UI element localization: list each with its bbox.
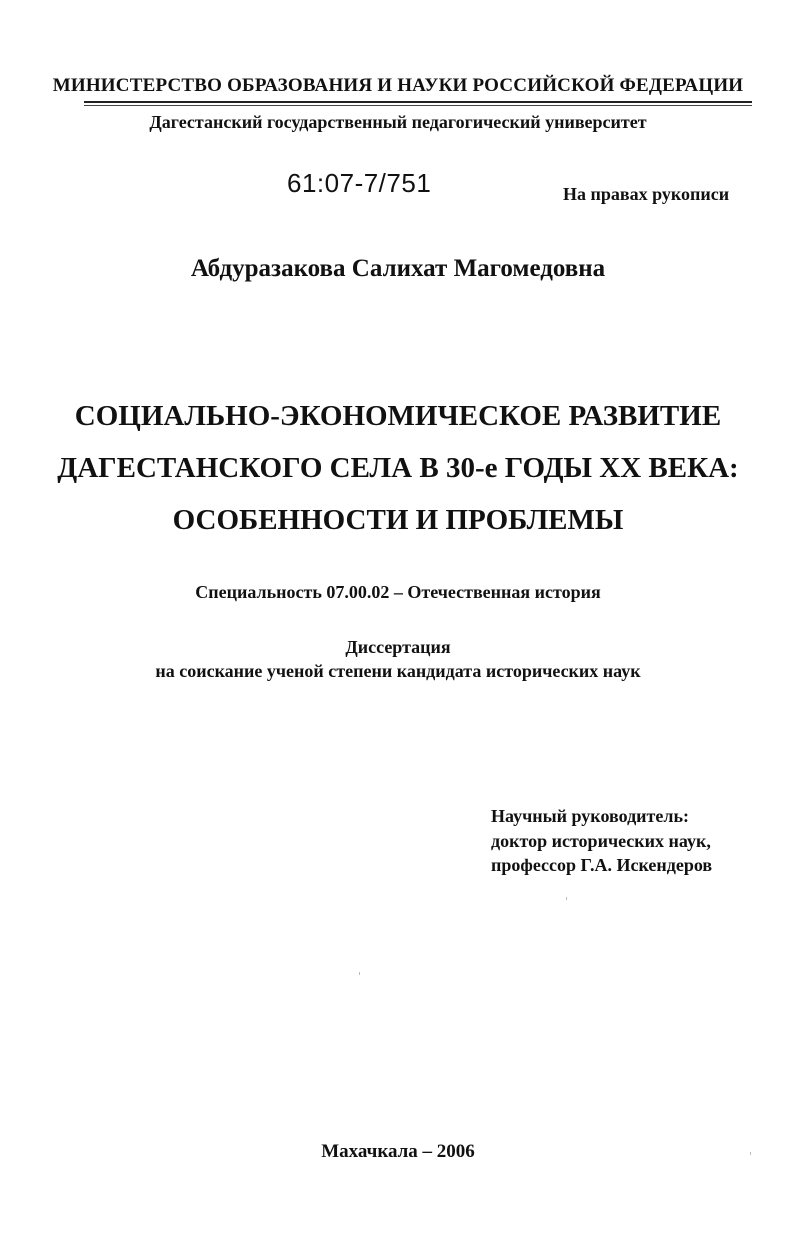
dissertation-title xyxy=(0,390,796,546)
supervisor-name: профессор Г.А. Искендеров xyxy=(491,855,713,875)
title-line-2: ДАГЕСТАНСКОГО СЕЛА В 30-е ГОДЫ XX ВЕКА: xyxy=(57,452,739,484)
supervisor-block xyxy=(491,804,712,878)
rights-note: На правах рукописи xyxy=(563,184,730,204)
scan-speck xyxy=(566,897,567,900)
degree-sought: на соискание ученой степени кандидата исторических наук xyxy=(155,661,641,681)
catalog-code: 61:07-7/751 xyxy=(287,168,432,198)
specialty: Специальность 07.00.02 – Отечественная история xyxy=(195,582,601,602)
header-rule-thick xyxy=(84,101,752,103)
header-rule-thin xyxy=(84,105,752,106)
supervisor-label: Научный руководитель: xyxy=(491,806,689,826)
title-line-3: ОСОБЕННОСТИ И ПРОБЛЕМЫ xyxy=(172,504,624,536)
dissertation-label: Диссертация xyxy=(345,637,451,657)
ministry-heading: МИНИСТЕРСТВО ОБРАЗОВАНИЯ И НАУКИ РОССИЙСКОЙ ФЕДЕРАЦИИ xyxy=(52,75,744,96)
supervisor-degree: доктор исторических наук, xyxy=(491,830,711,851)
author-name: Абдуразакова Салихат Магомедовна xyxy=(190,255,606,282)
dissertation-block xyxy=(0,635,796,683)
university-name: Дагестанский государственный педагогический университет xyxy=(149,112,647,132)
scan-speck xyxy=(359,972,360,975)
title-line-1: СОЦИАЛЬНО-ЭКОНОМИЧЕСКОЕ РАЗВИТИЕ xyxy=(74,400,722,432)
city-year: Махачкала – 2006 xyxy=(321,1141,475,1162)
